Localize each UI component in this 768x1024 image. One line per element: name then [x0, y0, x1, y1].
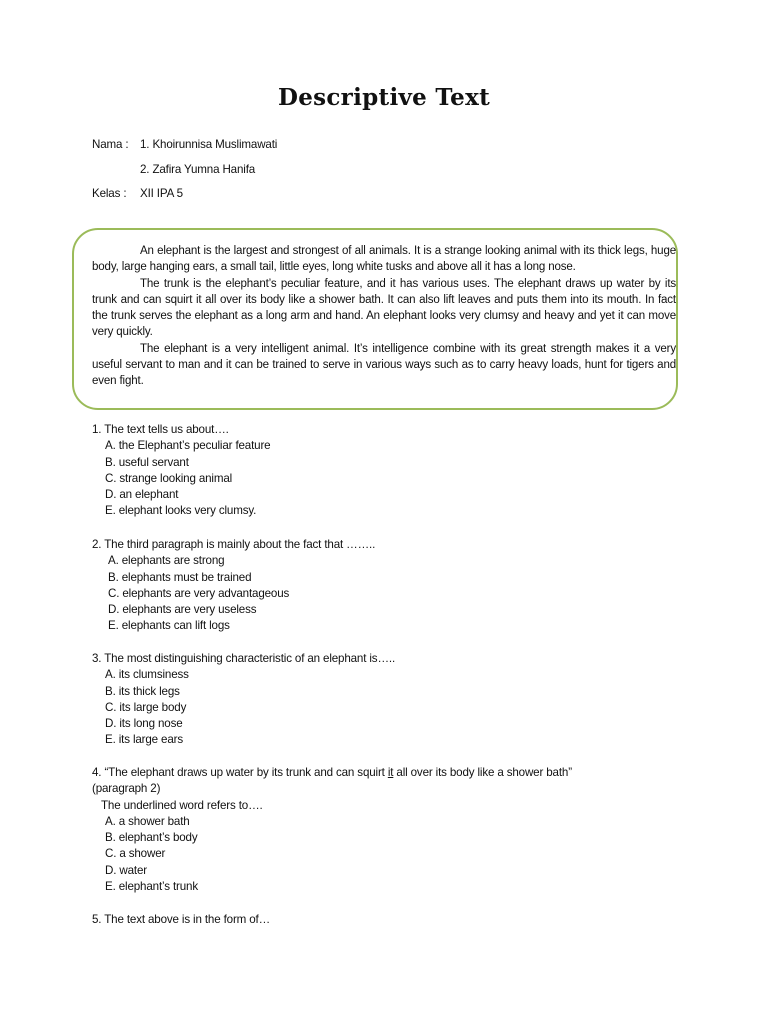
question-5	[92, 912, 270, 928]
option-d: D. an elephant	[105, 488, 179, 502]
kelas-value: XII IPA 5	[140, 187, 183, 200]
option-b: B. useful servant	[105, 455, 189, 469]
question-text-after: all over its body like a shower bath”	[393, 766, 572, 779]
option-a: A. its clumsiness	[105, 668, 189, 682]
question-text-before: 4. “The elephant draws up water by its trunk and can squirt	[92, 766, 388, 779]
question-text: 2. The third paragraph is mainly about the fact that ……..	[92, 538, 376, 551]
option-a: A. the Elephant’s peculiar feature	[105, 439, 271, 453]
question-1	[92, 422, 270, 520]
option-c: C. strange looking animal	[105, 471, 233, 485]
option-d: D. elephants are very useless	[108, 603, 257, 617]
nama-label: Nama :	[92, 138, 129, 151]
paragraph-1: An elephant is the largest and strongest of all animals. It is a strange looking animal with its thick legs, huge body, large hanging ears, a small tail, little eyes, long white tusks and above all it has a long nose.	[92, 245, 676, 274]
question-text: 5. The text above is in the form of…	[92, 913, 271, 926]
question-2	[92, 537, 375, 635]
underlined-word: it	[387, 766, 394, 779]
option-e: E. elephant’s trunk	[105, 880, 198, 894]
option-a: A. elephants are strong	[108, 554, 225, 568]
question-prompt: The underlined word refers to….	[101, 798, 263, 812]
option-d: D. water	[105, 863, 147, 877]
option-a: A. a shower bath	[105, 814, 190, 828]
paragraph-3: The elephant is a very intelligent animal. It’s intelligence combine with its great strength makes it a very useful servant to man and it can be trained to serve in various ways such as to carry heavy loads, hunt for tigers and even fight.	[92, 342, 676, 388]
option-e: E. its large ears	[105, 733, 183, 747]
option-b: B. elephants must be trained	[108, 570, 252, 584]
question-reference: (paragraph 2)	[92, 782, 161, 796]
question-text	[92, 765, 572, 781]
paragraph-2: The trunk is the elephant’s peculiar feature, and it has various uses. The elephant draws up water by its trunk and can squirt it all over its body like a shower bath. It can also lift leaves and puts them into its mouth. In fact the trunk serves the elephant as a long arm and hand. An elephant looks very clumsy and heavy and yet it can move very quickly.	[92, 277, 676, 339]
option-c: C. a shower	[105, 847, 166, 861]
question-text: 3. The most distinguishing characteristic of an elephant is…..	[92, 652, 396, 665]
option-b: B. elephant’s body	[105, 831, 198, 845]
question-3	[92, 651, 395, 749]
option-c: C. its large body	[105, 700, 187, 714]
passage	[92, 243, 676, 390]
option-d: D. its long nose	[105, 717, 183, 731]
page-title: Descriptive Text	[277, 84, 491, 111]
option-c: C. elephants are very advantageous	[108, 586, 290, 600]
student-name-1: 1. Khoirunnisa Muslimawati	[140, 138, 278, 151]
option-b: B. its thick legs	[105, 684, 180, 698]
option-e: E. elephants can lift logs	[108, 619, 230, 633]
kelas-label: Kelas :	[92, 187, 127, 200]
question-4	[92, 765, 572, 895]
student-name-2: 2. Zafira Yumna Hanifa	[140, 163, 256, 176]
option-e: E. elephant looks very clumsy.	[105, 504, 257, 518]
question-text: 1. The text tells us about….	[92, 423, 229, 436]
